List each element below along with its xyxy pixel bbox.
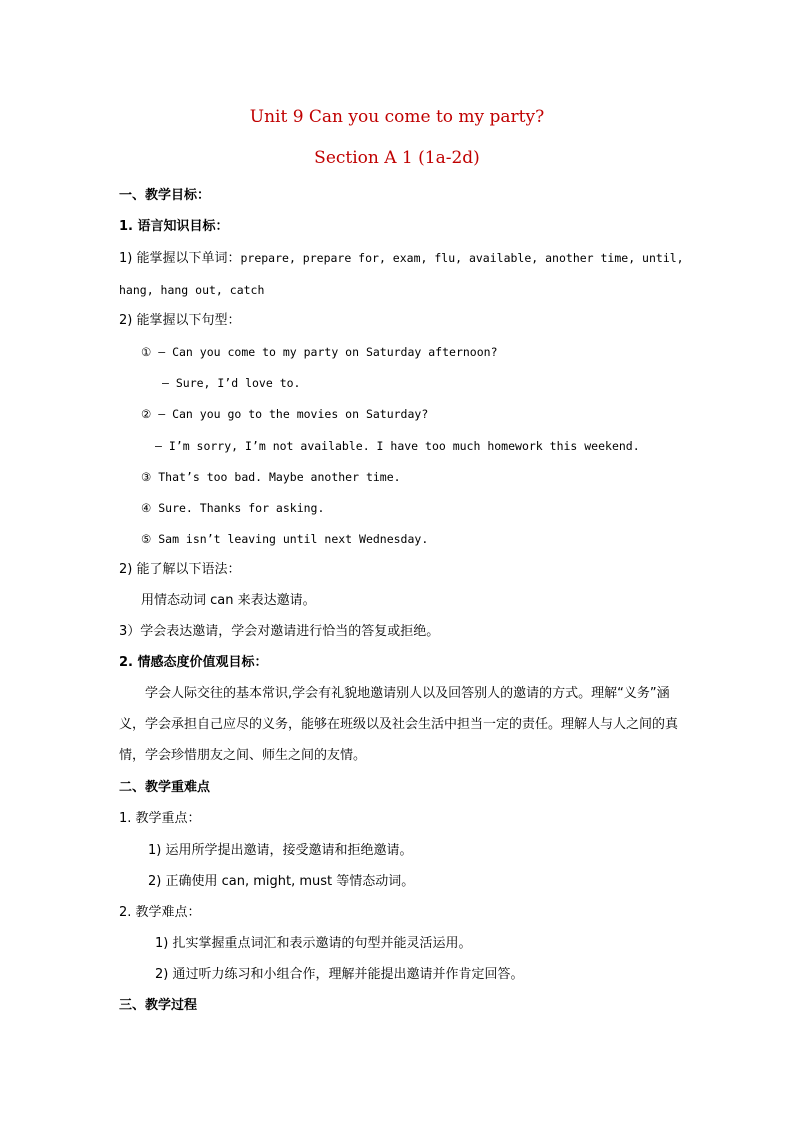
subheading-language-goals: 1. 语言知识目标：	[119, 219, 229, 234]
skill-goal: 3）学会表达邀请，学会对邀请进行恰当的答复或拒绝。	[119, 624, 440, 639]
sentence-patterns-label: 2) 能掌握以下句型：	[119, 313, 241, 328]
sentence-3: ③ That’s too bad. Maybe another time.	[141, 470, 401, 484]
sentence-1-question: ① — Can you come to my party on Saturday afternoon?	[141, 345, 498, 359]
vocab-words: prepare, prepare for, exam, flu, available, another time, until,	[240, 251, 684, 265]
section-heading-process: 三、教学过程	[119, 998, 198, 1013]
sentence-5: ⑤ Sam isn’t leaving until next Wednesday.	[141, 532, 429, 546]
sentence-4: ④ Sure. Thanks for asking.	[141, 501, 325, 515]
section-heading-key-points: 二、教学重难点	[119, 780, 211, 795]
vocab-item	[119, 248, 684, 269]
key-point-1: 1) 运用所学提出邀请，接受邀请和拒绝邀请。	[148, 843, 413, 858]
key-points-label: 1. 教学重点：	[119, 811, 201, 826]
sentence-2-answer: — I’m sorry, I’m not available. I have too much homework this weekend.	[155, 439, 640, 453]
sentence-2-question: ② — Can you go to the movies on Saturday?	[141, 407, 429, 421]
key-point-2: 2) 正确使用 can, might, must 等情态动词。	[148, 874, 415, 889]
document-subtitle: Section A 1 (1a-2d)	[314, 148, 480, 168]
sentence-1-answer: — Sure, I’d love to.	[162, 376, 301, 390]
difficulties-label: 2. 教学难点：	[119, 905, 201, 920]
vocab-words-continued: hang, hang out, catch	[119, 283, 265, 297]
document-title: Unit 9 Can you come to my party?	[249, 107, 545, 127]
emotional-goals-paragraph: 学会人际交往的基本常识,学会有礼貌地邀请别人以及回答别人的邀请的方式。理解“义务”涵义，学会承担自己应尽的义务，能够在班级以及社会生活中担当一定的责任。理解人与人之间的真情，学会珍惜朋友之间、师生之间的友情。	[119, 686, 679, 763]
grammar-text: 用情态动词 can 来表达邀请。	[141, 593, 316, 608]
vocab-label: 1) 能掌握以下单词：	[119, 251, 241, 266]
subheading-emotional-goals: 2. 情感态度价值观目标：	[119, 655, 268, 670]
difficulty-2: 2) 通过听力练习和小组合作，理解并能提出邀请并作肯定回答。	[155, 967, 524, 982]
difficulty-1: 1) 扎实掌握重点词汇和表示邀请的句型并能灵活运用。	[155, 936, 472, 951]
grammar-label: 2) 能了解以下语法：	[119, 562, 241, 577]
section-heading-objectives: 一、教学目标：	[119, 188, 211, 203]
